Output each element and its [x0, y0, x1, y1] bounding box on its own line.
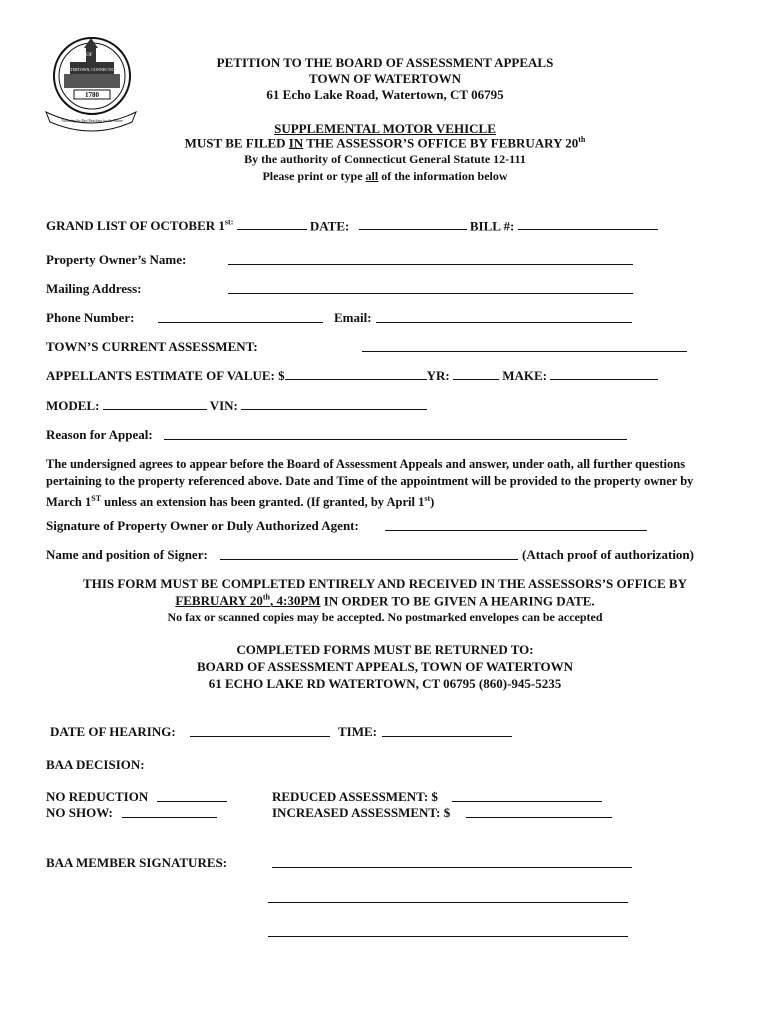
- make-label: MAKE:: [502, 368, 548, 383]
- year-label: YR:: [426, 368, 450, 383]
- seal-mid-text: WATERTOWN, CONNECTICUT: [64, 67, 120, 72]
- signer-label: Name and position of Signer:: [46, 547, 208, 562]
- title-line-2: TOWN OF WATERTOWN: [309, 71, 461, 86]
- seal-year: 1780: [85, 91, 99, 99]
- reason-field[interactable]: [164, 428, 627, 440]
- statute-authority: By the authority of Connecticut General Statute 12-111: [244, 152, 526, 166]
- estimate-row: [46, 368, 658, 384]
- email-field[interactable]: [376, 311, 632, 323]
- no-fax-notice: No fax or scanned copies may be accepted. No postmarked envelopes can be accepted: [167, 610, 603, 624]
- grand-list-row: [46, 218, 658, 234]
- phone-field[interactable]: [158, 311, 323, 323]
- filing-deadline: MUST BE FILED IN THE ASSESSOR’S OFFICE BY FEBRUARY 20th: [184, 135, 586, 151]
- deadline-notice-line-1: THIS FORM MUST BE COMPLETED ENTIRELY AND RECEIVED IN THE ASSESSORS’S OFFICE BY: [83, 576, 687, 591]
- member-signature-field-2[interactable]: [268, 891, 628, 903]
- return-heading: COMPLETED FORMS MUST BE RETURNED TO:: [236, 642, 534, 657]
- grand-list-label: GRAND LIST OF OCTOBER $1^{st:}$: [46, 218, 234, 234]
- estimate-field[interactable]: [285, 368, 427, 380]
- return-address: 61 ECHO LAKE RD WATERTOWN, CT 06795 (860)-945-5235: [208, 676, 562, 691]
- vin-field[interactable]: [241, 398, 427, 410]
- increased-assessment-field[interactable]: [466, 806, 612, 818]
- phone-label: Phone Number:: [46, 310, 135, 325]
- town-seal-logo: [40, 32, 138, 132]
- no-show-label: NO SHOW:: [46, 805, 113, 820]
- date-field[interactable]: [359, 218, 467, 230]
- reduced-assessment-label: REDUCED ASSESSMENT: $: [272, 789, 438, 804]
- return-office: BOARD OF ASSESSMENT APPEALS, TOWN OF WATERTOWN: [196, 659, 574, 674]
- current-assessment-field[interactable]: [362, 340, 687, 352]
- seal-top-text: TOWN OF: [70, 53, 93, 58]
- baa-decision-label: BAA DECISION:: [46, 757, 145, 772]
- bill-field[interactable]: [518, 218, 658, 230]
- make-field[interactable]: [550, 368, 658, 380]
- model-field[interactable]: [103, 398, 207, 410]
- hearing-time-field[interactable]: [382, 725, 512, 737]
- estimate-label: APPELLANTS ESTIMATE OF VALUE: $: [46, 368, 285, 383]
- owner-signature-label: Signature of Property Owner or Duly Authorized Agent:: [46, 518, 359, 533]
- model-row: [46, 398, 427, 414]
- form-subtitle: SUPPLEMENTAL MOTOR VEHICLE: [274, 121, 496, 136]
- no-reduction-label: NO REDUCTION: [46, 789, 149, 804]
- title-line-1: PETITION TO THE BOARD OF ASSESSMENT APPEALS: [216, 55, 554, 70]
- seal-bottom-text: Nurturing the Past Reaching for the Future: [61, 119, 123, 123]
- model-label: MODEL:: [46, 398, 100, 413]
- grand-list-field[interactable]: [237, 218, 307, 230]
- bill-label: BILL #:: [469, 218, 515, 234]
- member-signatures-label: BAA MEMBER SIGNATURES:: [46, 855, 228, 870]
- date-label: DATE:: [309, 218, 350, 234]
- mailing-address-field[interactable]: [228, 282, 633, 294]
- no-reduction-field[interactable]: [157, 790, 227, 802]
- print-instructions: Please print or type all of the information below: [262, 169, 508, 183]
- owner-name-field[interactable]: [228, 253, 633, 265]
- increased-assessment-label: INCREASED ASSESSMENT: $: [272, 805, 451, 820]
- signer-field[interactable]: [220, 548, 518, 560]
- no-show-field[interactable]: [122, 806, 217, 818]
- hearing-date-field[interactable]: [190, 725, 330, 737]
- hearing-time-label: TIME:: [338, 724, 377, 739]
- vin-label: VIN:: [209, 398, 238, 413]
- member-signature-field-3[interactable]: [268, 925, 628, 937]
- hearing-date-label: DATE OF HEARING:: [50, 724, 176, 739]
- reduced-assessment-field[interactable]: [452, 790, 602, 802]
- owner-name-label: Property Owner’s Name:: [46, 252, 187, 267]
- owner-signature-field[interactable]: [385, 519, 647, 531]
- email-label: Email:: [334, 310, 372, 325]
- mailing-address-label: Mailing Address:: [46, 281, 142, 296]
- member-signature-field-1[interactable]: [272, 856, 632, 868]
- year-field[interactable]: [453, 368, 499, 380]
- attach-proof-note: (Attach proof of authorization): [522, 547, 694, 562]
- current-assessment-label: TOWN’S CURRENT ASSESSMENT:: [46, 339, 258, 354]
- deadline-notice-line-2: FEBRUARY 20th, 4:30PM IN ORDER TO BE GIVEN A HEARING DATE.: [175, 593, 595, 609]
- agreement-paragraph: The undersigned agrees to appear before the Board of Assessment Appeals and answer, under oath, all further questions pertaining to the property referenced above. Date and Time of the appointment will be provided to the property owner by March 1ST unless an extension has been granted. (If granted, by April 1st): [46, 457, 694, 510]
- title-address: 61 Echo Lake Road, Watertown, CT 06795: [266, 87, 504, 102]
- reason-label: Reason for Appeal:: [46, 427, 153, 442]
